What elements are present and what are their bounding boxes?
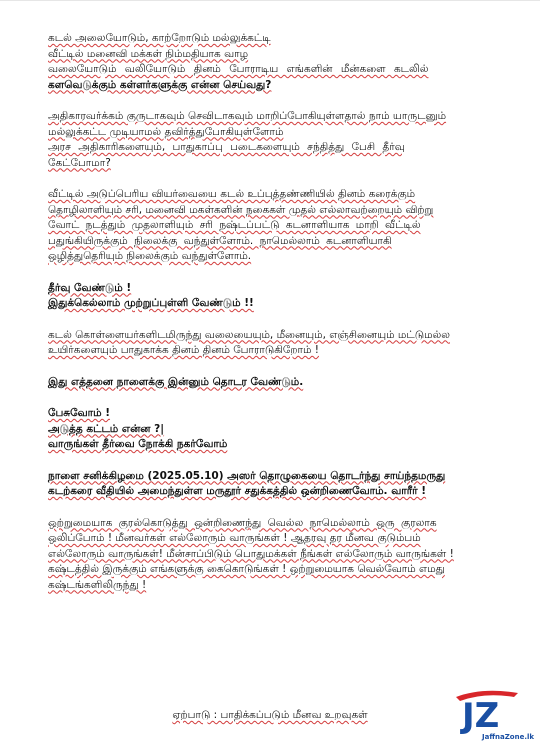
text-line: கஷ்டத்தில் இருக்கும் எங்களுக்கு கைகொடுங்கள் ! ஒற்றுமையாக வெல்வோம் எமது: [48, 563, 445, 575]
text-line: கடற்கரை வீதியில் அமைந்துள்ள மருதூர் சதுக்கத்தில் ஒன்றிணைவோம். வாரீர் !: [48, 485, 427, 497]
document-body: [48, 31, 518, 609]
paragraph-8: [48, 469, 518, 500]
paragraph-3: [48, 187, 518, 265]
text-line: கஷ்டங்களிலிருந்து !: [48, 578, 147, 591]
jaffnazone-logo: [452, 683, 535, 743]
text-line: இதுக்கெல்லாம் முற்றுப்புள்ளி வேண்டும் !!: [48, 297, 254, 309]
paragraph-9: [48, 516, 518, 594]
text-line: இது எத்தனை நாளைக்கு இன்னும் தொடர வேண்டும்.: [48, 375, 304, 388]
paragraph-1: [48, 31, 518, 93]
text-line: வீட்டில் மனைவி மக்கள் நிம்மதியாக வாழ: [48, 47, 249, 60]
text-line: பேசுவோம் !: [48, 407, 111, 419]
text-line: தீர்வு வேண்டும் !: [48, 281, 132, 294]
text-line: தொழிலாளியும் சரி, மனைவி மகள்களின் நகைகள் முதல் எல்லாவற்றையும் விற்று: [48, 203, 434, 216]
text-line: அடுத்த கட்டம் என்ன ?|: [48, 422, 165, 435]
text-line: வலையோடும் வலியோடும் தினம் போராடிய எங்களின் மீன்களை கடலில்: [48, 63, 429, 75]
paragraph-7: [48, 406, 518, 453]
text-line: கடல் கொள்ளையர்களிடமிருந்து வலையையும், மீனையும், எஞ்சினையும் மட்டுமல்ல: [48, 328, 450, 341]
text-line: வோட் நடத்தும் முதலாளியும் சரி நஷ்டப்பட்டு கடனாளியாக மாறி வீட்டில்: [48, 219, 421, 231]
text-line: அரச அதிகாரிகளையும், பாதுகாப்பு படைகளையும் சந்தித்து பேசி தீர்வு: [48, 141, 405, 153]
text-line: ஒற்றுமையாக குரல்கொடுத்து ஒன்றிணைந்து வெல்ல நாமெல்லாம் ஒரு குரலாக: [48, 516, 437, 529]
logo-site-name: JaffnaZone.lk: [482, 733, 535, 741]
text-line: ஒலிப்போம் ! மீனவர்கள் எல்லோரும் வாருங்கள் ! ஆதரவு தர மீனவ குடும்பம்: [48, 532, 421, 544]
text-line: மல்லுக்கட்ட முடியாமல் தவிர்த்துபோகியுள்ளோம்: [48, 125, 284, 138]
text-line: உயிர்களையும் பாதுகாக்க தினம் தினம் போராடுகிறோம் !: [48, 344, 319, 356]
text-line: கேட்போமா?: [48, 156, 111, 169]
text-line: அதிகாரவர்க்கம் குருடாகவும் செவிடாகவும் மாறிப்போகியுள்ளதால் நாம் யாருடனும்: [48, 110, 447, 122]
paragraph-2: [48, 109, 518, 171]
paragraph-5: [48, 328, 518, 359]
text-line: நாளை சனிக்கிழமை (2025.05.10) அஸர் தொழுகையை தொடர்ந்து சாய்ந்தமருது: [48, 469, 446, 482]
text-line: வாருங்கள் தீர்வை நோக்கி நகர்வோம்: [48, 438, 228, 450]
logo-letters: JZ: [462, 696, 500, 736]
paragraph-4: [48, 281, 518, 312]
text-line: எல்லோரும் வாருங்கள்! மீன்சாப்பிடும் பொதுமக்கள் நீங்கள் எல்லோரும் வாருங்கள் !: [48, 547, 454, 560]
text-line: களவெடுக்கும் கள்ளர்களுக்கு என்ன செய்வது?: [48, 78, 272, 91]
organizer-signature: ஏற்பாடு : பாதிக்கப்படும் மீனவ உறவுகள்: [172, 709, 368, 721]
text-line: பதுங்கியிருக்கும் நிலைக்கு வந்துள்ளோம். நாமெல்லாம் கடனாளியாகி: [48, 234, 392, 247]
paragraph-6: [48, 375, 518, 391]
text-line: கடல் அலையோடும், காற்றோடும் மல்லுக்கட்டி: [48, 32, 271, 44]
text-line: ஒழித்துதெரியும் நிலைக்கும் வந்துள்ளோம்.: [48, 250, 252, 262]
text-line: வீட்டில் அடுப்பெரிய வியர்வையை கடல் உப்புத்தண்ணியில் தினம் கரைக்கும்: [48, 188, 416, 200]
jz-logo-icon: [452, 683, 535, 743]
